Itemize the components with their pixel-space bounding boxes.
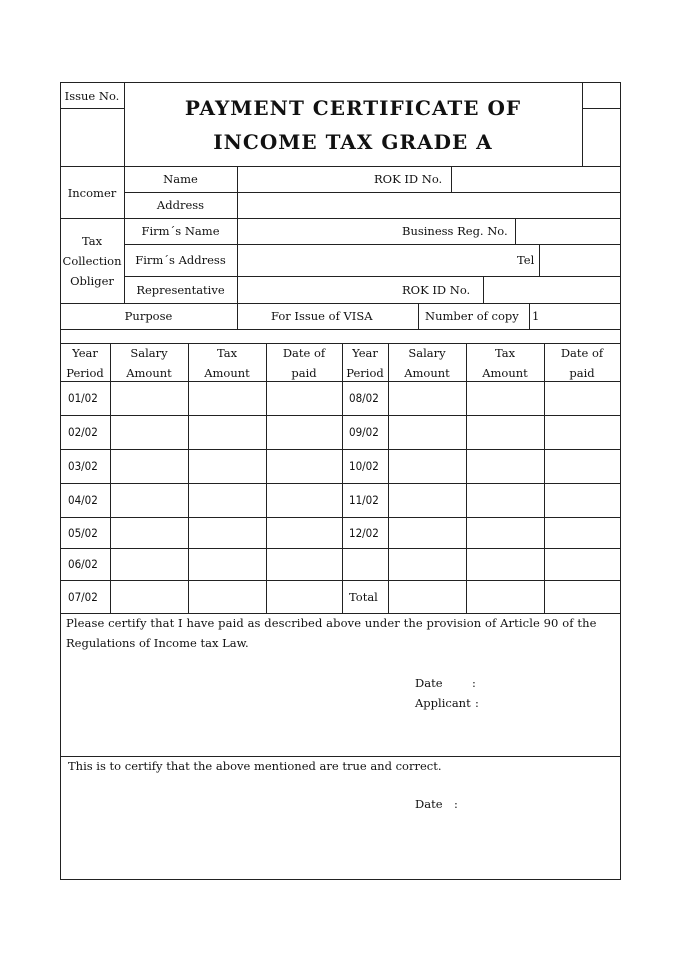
period-right: 08/02 xyxy=(349,391,379,405)
period-right: 11/02 xyxy=(349,493,379,507)
header-tax-left: Tax xyxy=(216,346,238,360)
firm-address-label: Firm´s Address xyxy=(135,253,226,267)
number-of-copy-value: 1 xyxy=(532,309,540,323)
header-paid-right: paid xyxy=(569,366,595,380)
period-left: 02/02 xyxy=(68,425,98,439)
obliger-rok-id-field[interactable] xyxy=(484,277,620,303)
certification-date-sep: : xyxy=(454,797,458,811)
period-right: 12/02 xyxy=(349,526,379,540)
header-year-right: Year xyxy=(352,346,378,360)
header-salary-amount-right: Amount xyxy=(404,366,450,380)
address-field[interactable] xyxy=(238,193,620,218)
period-left: 03/02 xyxy=(68,459,98,473)
header-salary-left: Salary xyxy=(130,346,168,360)
address-label: Address xyxy=(156,198,205,212)
incomer-rok-id-label: ROK ID No. xyxy=(374,172,443,186)
document-title-line2: INCOME TAX GRADE A xyxy=(213,130,493,154)
period-right: 09/02 xyxy=(349,425,379,439)
applicant-label: Applicant xyxy=(415,696,471,710)
declaration-date-label: Date xyxy=(415,676,443,690)
declaration-text xyxy=(66,613,616,653)
header-date-left: Date of xyxy=(282,346,326,360)
period-right: 10/02 xyxy=(349,459,379,473)
purpose-value: For Issue of VISA xyxy=(271,309,373,323)
business-reg-label: Business Reg. No. xyxy=(402,224,508,238)
tel-label: Tel xyxy=(517,253,535,267)
header-period-left: Period xyxy=(66,366,104,380)
business-reg-field[interactable] xyxy=(516,219,620,244)
certification-text: This is to certify that the above mentioned are true and correct. xyxy=(68,759,442,773)
obliger-group-label-3: Obliger xyxy=(70,274,114,288)
declaration-line1: Please certify that I have paid as described above under the provision of Article 90 of the xyxy=(66,616,597,630)
header-date-right: Date of xyxy=(560,346,604,360)
name-label: Name xyxy=(163,172,198,186)
declaration-date-sep: : xyxy=(472,676,476,690)
firm-name-field[interactable] xyxy=(238,219,398,244)
period-left: 05/02 xyxy=(68,526,98,540)
name-field[interactable] xyxy=(238,167,373,192)
header-tax-amount-right: Amount xyxy=(482,366,528,380)
period-left: 01/02 xyxy=(68,391,98,405)
header-period-right: Period xyxy=(346,366,384,380)
header-tax-amount-left: Amount xyxy=(204,366,250,380)
tel-field[interactable] xyxy=(540,245,620,276)
representative-field[interactable] xyxy=(238,277,398,303)
applicant-sep: : xyxy=(475,696,479,710)
representative-label: Representative xyxy=(136,283,225,297)
certification-date-label: Date xyxy=(415,797,443,811)
document-title-line1: PAYMENT CERTIFICATE OF xyxy=(184,96,522,120)
incomer-group-label: Incomer xyxy=(67,186,117,200)
issue-no-label: Issue No. xyxy=(64,89,120,103)
header-paid-left: paid xyxy=(291,366,317,380)
total-label: Total xyxy=(349,590,378,604)
incomer-rok-id-field[interactable] xyxy=(452,167,620,192)
obliger-rok-id-label: ROK ID No. xyxy=(402,283,471,297)
declaration-date-field[interactable] xyxy=(480,673,610,691)
issue-no-field[interactable] xyxy=(61,109,124,166)
period-left: 07/02 xyxy=(68,590,98,604)
header-salary-right: Salary xyxy=(408,346,446,360)
header-tax-right: Tax xyxy=(494,346,516,360)
purpose-label: Purpose xyxy=(124,309,173,323)
period-left: 06/02 xyxy=(68,557,98,571)
number-of-copy-label: Number of copy xyxy=(425,309,519,323)
obliger-group-label-1: Tax xyxy=(81,234,103,248)
header-salary-amount-left: Amount xyxy=(126,366,172,380)
firm-name-label: Firm´s Name xyxy=(141,224,220,238)
period-left: 04/02 xyxy=(68,493,98,507)
obliger-group-label-2: Collection xyxy=(62,254,122,268)
certification-date-field[interactable] xyxy=(462,794,612,812)
header-year-left: Year xyxy=(72,346,98,360)
firm-address-field[interactable] xyxy=(238,245,514,276)
applicant-field[interactable] xyxy=(484,693,614,711)
declaration-line2: Regulations of Income tax Law. xyxy=(66,636,249,650)
